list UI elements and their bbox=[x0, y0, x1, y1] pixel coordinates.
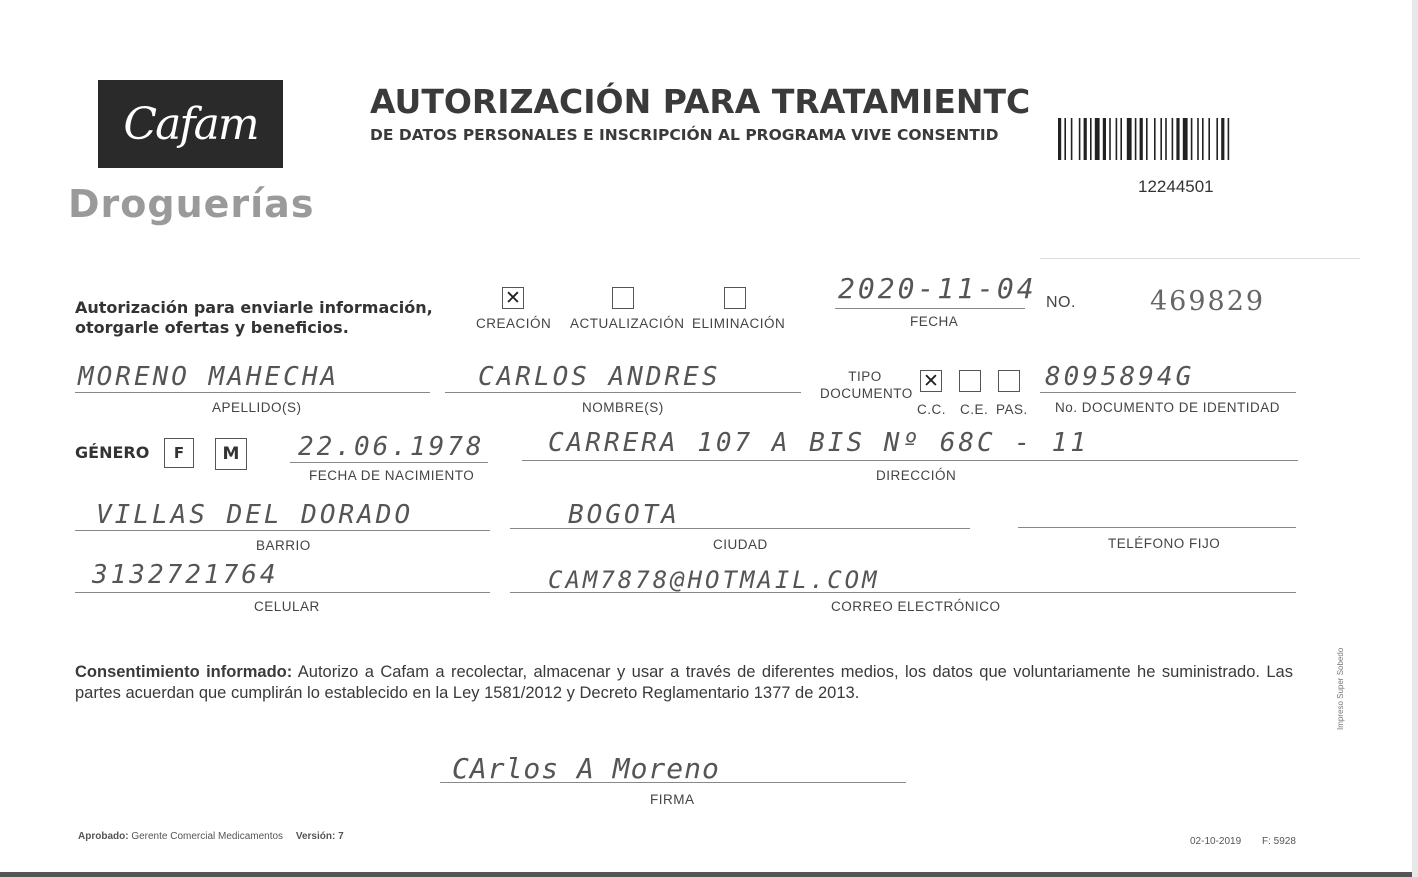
barrio-value[interactable]: VILLAS DEL DORADO bbox=[96, 500, 414, 530]
divider bbox=[1040, 258, 1360, 259]
aprobado-label: Aprobado: bbox=[78, 831, 129, 842]
side-text: Impreso Super Sobedo bbox=[1336, 647, 1345, 730]
bottom-edge bbox=[0, 872, 1418, 877]
nacimiento-value[interactable]: 22.06.1978 bbox=[298, 432, 485, 462]
nacimiento-label: FECHA DE NACIMIENTO bbox=[309, 468, 475, 483]
brand-subtitle: Droguerías bbox=[68, 182, 315, 226]
creacion-checkbox[interactable] bbox=[502, 287, 524, 309]
right-edge bbox=[1412, 0, 1418, 877]
cc-checkbox[interactable] bbox=[920, 370, 942, 392]
consent-title: Consentimiento informado: bbox=[75, 663, 293, 681]
tipo-documento-label: TIPO DOCUMENTO bbox=[820, 369, 913, 401]
actualizacion-checkbox[interactable] bbox=[612, 287, 634, 309]
apellidos-line bbox=[75, 392, 430, 393]
ciudad-label: CIUDAD bbox=[713, 537, 768, 552]
firma-label: FIRMA bbox=[650, 792, 695, 807]
ce-checkbox[interactable] bbox=[959, 370, 981, 392]
correo-line bbox=[510, 592, 1296, 593]
barcode-icon bbox=[1058, 118, 1284, 160]
documento-value[interactable]: 8095894G bbox=[1045, 362, 1195, 392]
celular-value[interactable]: 3132721764 bbox=[92, 560, 279, 590]
creacion-label: CREACIÓN bbox=[476, 316, 552, 331]
pas-label: PAS. bbox=[996, 402, 1028, 417]
telefono-line bbox=[1018, 527, 1296, 528]
eliminacion-label: ELIMINACIÓN bbox=[692, 316, 786, 331]
printer-side-text bbox=[1336, 648, 1345, 730]
apellidos-value[interactable]: MORENO MAHECHA bbox=[78, 362, 340, 392]
documento-label: No. DOCUMENTO DE IDENTIDAD bbox=[1055, 400, 1281, 415]
genero-m-label: M bbox=[222, 444, 240, 464]
form-number: 469829 bbox=[1150, 286, 1266, 317]
documento-line bbox=[1040, 392, 1296, 393]
ciudad-line bbox=[510, 528, 970, 529]
eliminacion-checkbox[interactable] bbox=[724, 287, 746, 309]
signature-line bbox=[440, 782, 906, 783]
apellidos-label: APELLIDO(S) bbox=[212, 400, 302, 415]
ciudad-value[interactable]: BOGOTA bbox=[568, 500, 680, 530]
direccion-line bbox=[522, 460, 1298, 461]
genero-f-label: F bbox=[173, 444, 185, 462]
barrio-line bbox=[75, 530, 490, 531]
footer-approval bbox=[78, 831, 344, 842]
form-title: AUTORIZACIÓN PARA TRATAMIENTC bbox=[370, 82, 1031, 121]
celular-label: CELULAR bbox=[254, 599, 320, 614]
footer-code: F: 5928 bbox=[1262, 836, 1296, 847]
direccion-label: DIRECCIÓN bbox=[876, 468, 957, 483]
nombres-line bbox=[445, 392, 801, 393]
consent-paragraph bbox=[75, 662, 1293, 704]
cc-label: C.C. bbox=[917, 402, 946, 417]
actualizacion-label: ACTUALIZACIÓN bbox=[570, 316, 685, 331]
footer-date: 02-10-2019 bbox=[1190, 836, 1242, 847]
nacimiento-line bbox=[290, 462, 488, 463]
correo-value[interactable]: CAM7878@HOTMAIL.COM bbox=[548, 566, 880, 594]
genero-f-checkbox[interactable] bbox=[164, 438, 194, 468]
direccion-value[interactable]: CARRERA 107 A BIS Nº 68C - 11 bbox=[548, 428, 1089, 458]
nombres-value[interactable]: CARLOS ANDRES bbox=[478, 362, 721, 392]
fecha-label: FECHA bbox=[910, 314, 959, 329]
cafam-logo bbox=[98, 80, 283, 168]
genero-m-checkbox[interactable] bbox=[215, 438, 247, 470]
telefono-label: TELÉFONO FIJO bbox=[1108, 536, 1221, 551]
logo-text: Cafam bbox=[123, 98, 258, 150]
consent-text: Autorizo a Cafam a recolectar, almacenar y usar a través de diferentes medios, los datos que voluntariamente he suministrado. Las partes acuerdan que cumplirán lo establecido en la Ley 1581/2012 y Decreto Reglamentario 1377 de 2013. bbox=[75, 663, 1293, 702]
pas-checkbox[interactable] bbox=[998, 370, 1020, 392]
nombres-label: NOMBRE(S) bbox=[582, 400, 664, 415]
barrio-label: BARRIO bbox=[256, 538, 311, 553]
aprobado-value: Gerente Comercial Medicamentos bbox=[131, 831, 284, 842]
barcode-number: 12244501 bbox=[1138, 177, 1214, 196]
form-subtitle: DE DATOS PERSONALES E INSCRIPCIÓN AL PROGRAMA VIVE CONSENTID bbox=[370, 126, 999, 144]
no-label: NO. bbox=[1046, 294, 1076, 311]
authorization-label: Autorización para enviarle información, otorgarle ofertas y beneficios. bbox=[75, 298, 433, 337]
correo-label: CORREO ELECTRÓNICO bbox=[831, 599, 1001, 614]
ce-label: C.E. bbox=[960, 402, 989, 417]
version-label: Versión: 7 bbox=[295, 831, 344, 842]
fecha-line bbox=[835, 308, 1025, 309]
celular-line bbox=[75, 592, 490, 593]
fecha-value[interactable]: 2020-11-04 bbox=[838, 272, 1037, 305]
signature[interactable]: CArlos A Moreno bbox=[452, 752, 720, 785]
genero-label: GÉNERO bbox=[75, 443, 150, 462]
